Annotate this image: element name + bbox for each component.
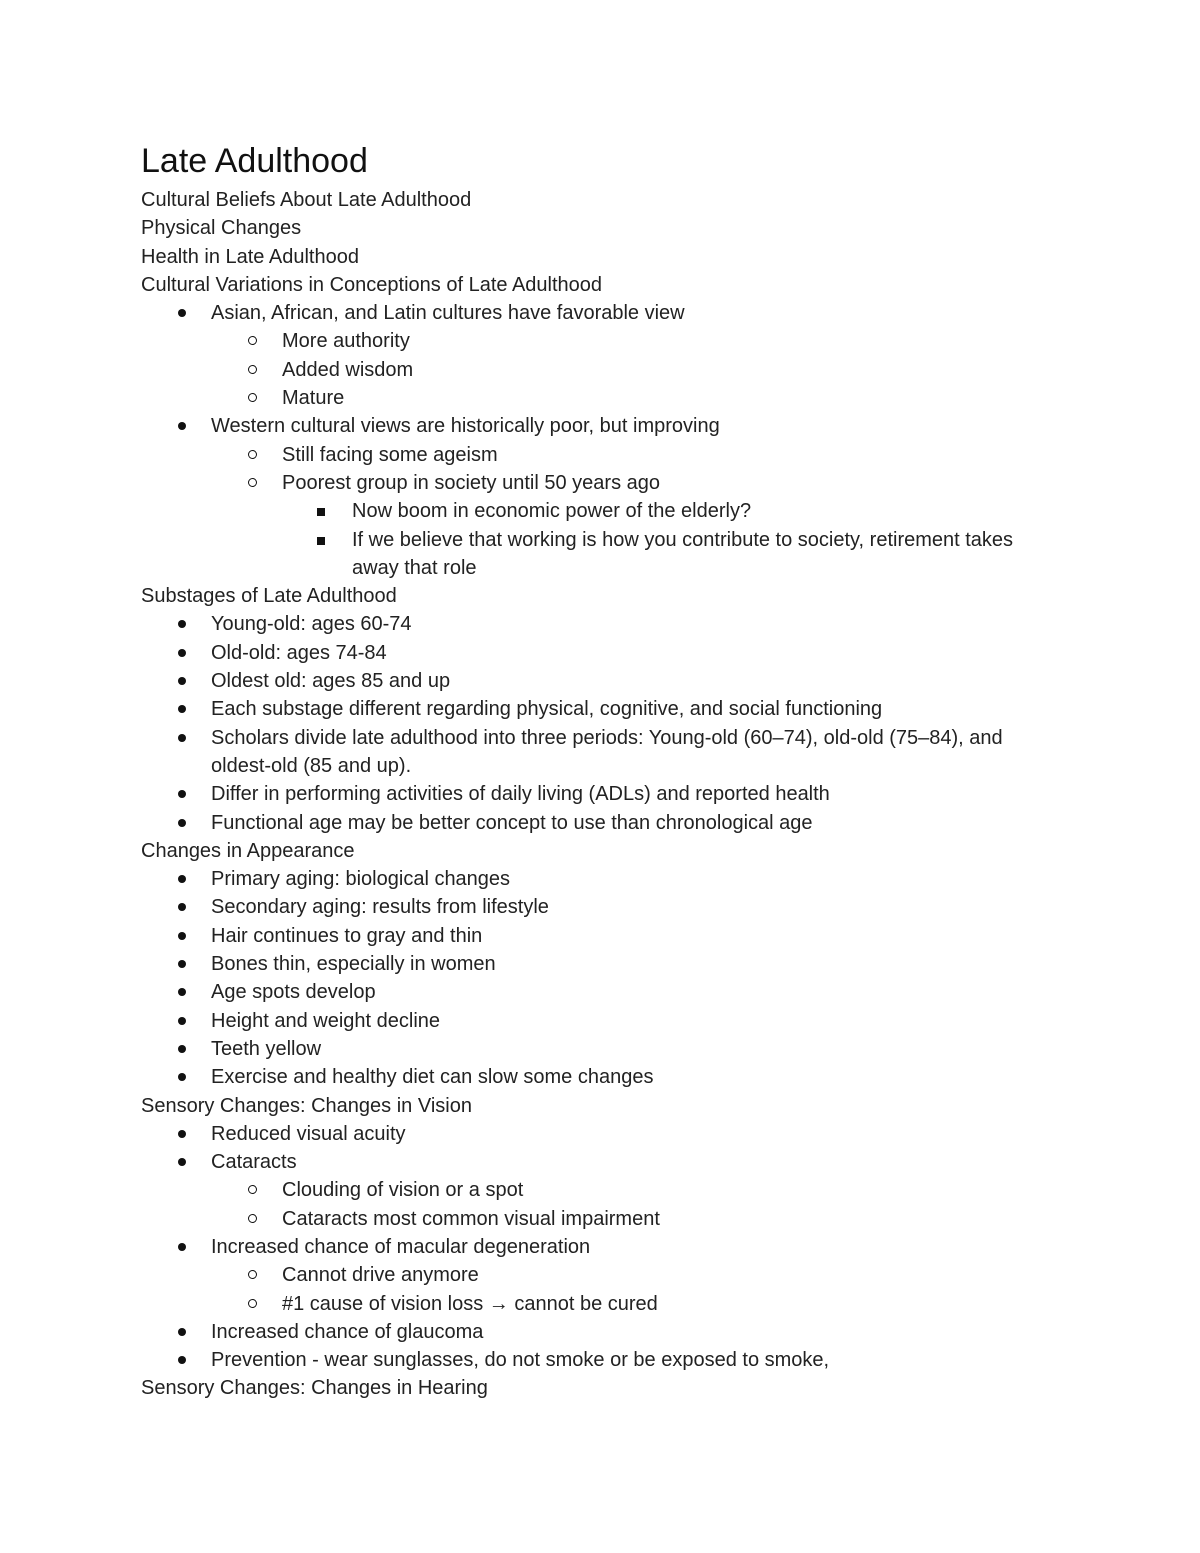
line-text: Exercise and healthy diet can slow some changes: [211, 1066, 654, 1089]
hollow-circle-bullet-icon: [248, 1185, 257, 1194]
sub-sub-bullet-item: [141, 497, 1081, 525]
bullet-item: [141, 922, 1081, 950]
filled-circle-bullet-icon: [178, 819, 186, 827]
hollow-circle-bullet-icon: [248, 478, 257, 487]
line-text: More authority: [282, 330, 410, 353]
line-text: Now boom in economic power of the elderly?: [352, 500, 752, 523]
bullet-item: [141, 978, 1081, 1006]
line-text: Secondary aging: results from lifestyle: [211, 896, 549, 919]
line-text: Cataracts most common visual impairment: [282, 1207, 660, 1230]
filled-circle-bullet-icon: [178, 875, 186, 883]
line-text: Health in Late Adulthood: [141, 245, 359, 268]
filled-circle-bullet-icon: [178, 705, 186, 713]
sub-bullet-item: [141, 1261, 1081, 1289]
line-text: Prevention - wear sunglasses, do not smoke or be exposed to smoke,: [211, 1349, 830, 1372]
line-text: Mature: [282, 387, 345, 410]
line-text: Reduced visual acuity: [211, 1122, 406, 1145]
section-heading: [141, 1092, 1081, 1120]
bullet-item: [141, 724, 1041, 781]
sub-bullet-item: [141, 384, 1081, 412]
hollow-circle-bullet-icon: [248, 1270, 257, 1279]
line-text: Cultural Beliefs About Late Adulthood: [141, 189, 472, 211]
line-text: Hair continues to gray and thin: [211, 924, 483, 947]
filled-circle-bullet-icon: [178, 960, 186, 968]
filled-circle-bullet-icon: [178, 1158, 186, 1166]
bullet-item: [141, 1063, 1081, 1091]
line-text: Cultural Variations in Conceptions of Late Adulthood: [141, 273, 603, 296]
bullet-item: [141, 780, 1081, 808]
line-text: If we believe that working is how you contribute to society, retirement takes away that role: [352, 528, 1014, 579]
bullet-item: [141, 809, 1081, 837]
line-text: Asian, African, and Latin cultures have favorable view: [211, 302, 685, 325]
bullet-item: [141, 412, 1081, 440]
filled-circle-bullet-icon: [178, 1328, 186, 1336]
filled-circle-bullet-icon: [178, 1243, 186, 1251]
document-body: [141, 186, 1081, 1403]
line-text: Height and weight decline: [211, 1009, 441, 1032]
sub-bullet-item: [141, 1205, 1081, 1233]
filled-circle-bullet-icon: [178, 1045, 186, 1053]
bullet-item: [141, 1007, 1081, 1035]
bullet-item: [141, 1148, 1081, 1176]
section-heading: [141, 1374, 1081, 1402]
bullet-item: [141, 865, 1081, 893]
filled-circle-bullet-icon: [178, 422, 186, 430]
square-bullet-icon: [317, 508, 325, 516]
line-text: Each substage different regarding physical, cognitive, and social functioning: [211, 698, 883, 721]
filled-circle-bullet-icon: [178, 903, 186, 911]
sub-bullet-item: [141, 356, 1081, 384]
line-text: Added wisdom: [282, 358, 414, 381]
line-text: Still facing some ageism: [282, 443, 498, 466]
hollow-circle-bullet-icon: [248, 1214, 257, 1223]
bullet-item: [141, 1120, 1081, 1148]
bullet-item: [141, 610, 1081, 638]
line-text: Sensory Changes: Changes in Hearing: [141, 1377, 488, 1400]
line-text: Oldest old: ages 85 and up: [211, 670, 451, 693]
document-title: Late Adulthood: [141, 142, 368, 180]
filled-circle-bullet-icon: [178, 620, 186, 628]
bullet-item: [141, 1346, 1081, 1374]
line-text: #1 cause of vision loss → cannot be cured: [282, 1292, 658, 1315]
sub-bullet-item: [141, 1290, 1081, 1318]
bullet-item: [141, 893, 1081, 921]
line-text: Increased chance of glaucoma: [211, 1320, 484, 1343]
section-heading: [141, 271, 1081, 299]
hollow-circle-bullet-icon: [248, 336, 257, 345]
line-text: Young-old: ages 60-74: [211, 613, 412, 636]
sub-sub-bullet-item: [141, 526, 1052, 583]
hollow-circle-bullet-icon: [248, 450, 257, 459]
line-text: Primary aging: biological changes: [211, 868, 511, 891]
line-text: Teeth yellow: [211, 1037, 322, 1060]
line-text: Functional age may be better concept to use than chronological age: [211, 811, 813, 834]
line-text: Western cultural views are historically poor, but improving: [211, 415, 720, 438]
line-text: Bones thin, especially in women: [211, 953, 496, 976]
line-text: Age spots develop: [211, 981, 376, 1004]
line-text: Old-old: ages 74-84: [211, 641, 387, 664]
line-text: Poorest group in society until 50 years ago: [282, 471, 660, 494]
bullet-item: [141, 695, 1081, 723]
line-text: Changes in Appearance: [141, 839, 355, 862]
line-text: Sensory Changes: Changes in Vision: [141, 1094, 472, 1117]
section-heading: [141, 837, 1081, 865]
bullet-item: [141, 299, 1081, 327]
filled-circle-bullet-icon: [178, 309, 186, 317]
sub-bullet-item: [141, 441, 1081, 469]
section-heading: [141, 582, 1081, 610]
line-text: Cannot drive anymore: [282, 1264, 479, 1287]
sub-bullet-item: [141, 327, 1081, 355]
line-text: Increased chance of macular degeneration: [211, 1235, 591, 1258]
filled-circle-bullet-icon: [178, 734, 186, 742]
filled-circle-bullet-icon: [178, 1130, 186, 1138]
sub-bullet-item: [141, 469, 1081, 497]
section-heading: [141, 186, 1081, 214]
line-text: Scholars divide late adulthood into three periods: Young-old (60–74), old-old (75–84), and oldest-old (85 and up).: [211, 726, 1003, 777]
bullet-item: [141, 1318, 1081, 1346]
hollow-circle-bullet-icon: [248, 365, 257, 374]
bullet-item: [141, 1035, 1081, 1063]
bullet-item: [141, 950, 1081, 978]
filled-circle-bullet-icon: [178, 649, 186, 657]
line-text: Physical Changes: [141, 217, 302, 240]
hollow-circle-bullet-icon: [248, 1299, 257, 1308]
filled-circle-bullet-icon: [178, 790, 186, 798]
line-text: Substages of Late Adulthood: [141, 585, 397, 608]
line-text: Differ in performing activities of daily living (ADLs) and reported health: [211, 783, 830, 806]
line-text: Clouding of vision or a spot: [282, 1179, 524, 1202]
section-heading: [141, 243, 1081, 271]
filled-circle-bullet-icon: [178, 677, 186, 685]
square-bullet-icon: [317, 537, 325, 545]
bullet-item: [141, 667, 1081, 695]
filled-circle-bullet-icon: [178, 1356, 186, 1364]
bullet-item: [141, 639, 1081, 667]
filled-circle-bullet-icon: [178, 932, 186, 940]
bullet-item: [141, 1233, 1081, 1261]
filled-circle-bullet-icon: [178, 1017, 186, 1025]
filled-circle-bullet-icon: [178, 988, 186, 996]
section-heading: [141, 214, 1081, 242]
sub-bullet-item: [141, 1176, 1081, 1204]
filled-circle-bullet-icon: [178, 1073, 186, 1081]
hollow-circle-bullet-icon: [248, 393, 257, 402]
line-text: Cataracts: [211, 1151, 297, 1174]
